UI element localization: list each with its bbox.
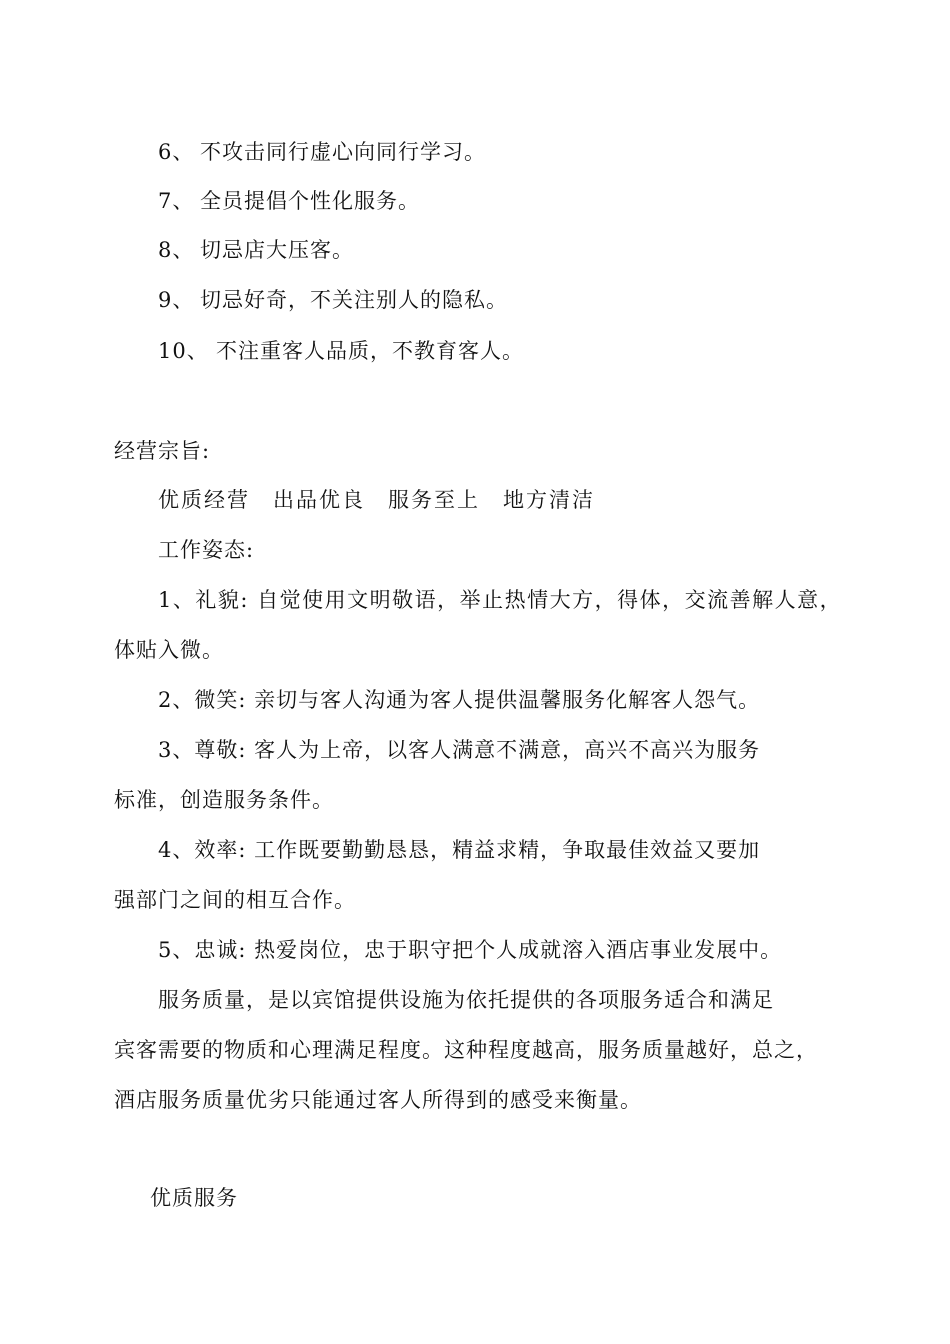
attitude-item-1-line2: 体贴入微。	[114, 638, 224, 662]
section-title: 优质服务	[150, 1186, 238, 1210]
rule-number: 10、	[158, 339, 209, 363]
quality-paragraph-line3: 酒店服务质量优劣只能通过客人所得到的感受来衡量。	[114, 1088, 642, 1112]
rule-number: 9、	[158, 288, 195, 312]
attitude-item-3-line1: 3、尊敬: 客人为上帝，以客人满意不满意，高兴不高兴为服务	[158, 738, 761, 762]
rule-number: 8、	[158, 238, 195, 262]
attitude-heading: 工作姿态:	[158, 538, 255, 562]
rule-text: 不注重客人品质，不教育客人。	[216, 339, 524, 363]
attitude-item-4-line1: 4、效率: 工作既要勤勤恳恳，精益求精，争取最佳效益又要加	[158, 838, 761, 862]
attitude-item-1-line1: 1、礼貌: 自觉使用文明敬语，举止热情大方，得体，交流善解人意，	[158, 588, 843, 612]
attitude-item-4-line2: 强部门之间的相互合作。	[114, 888, 356, 912]
purpose-heading: 经营宗旨:	[114, 439, 211, 463]
attitude-item-3-line2: 标准，创造服务条件。	[114, 788, 334, 812]
rule-number: 7、	[158, 189, 195, 213]
rule-text: 全员提倡个性化服务。	[200, 189, 420, 213]
rule-item-7	[158, 187, 420, 215]
rule-item-8	[158, 236, 354, 264]
purpose-motto: 优质经营 出品优良 服务至上 地方清洁	[158, 488, 595, 512]
rule-text: 不攻击同行虚心向同行学习。	[200, 140, 486, 164]
rule-item-10	[158, 337, 524, 365]
rule-text: 切忌好奇，不关注别人的隐私。	[200, 288, 508, 312]
rule-item-6	[158, 138, 486, 166]
attitude-item-2: 2、微笑: 亲切与客人沟通为客人提供温馨服务化解客人怨气。	[158, 688, 761, 712]
rule-item-9	[158, 286, 508, 314]
rule-number: 6、	[158, 140, 195, 164]
attitude-item-5: 5、忠诚: 热爱岗位，忠于职守把个人成就溶入酒店事业发展中。	[158, 938, 783, 962]
rule-text: 切忌店大压客。	[200, 238, 354, 262]
quality-paragraph-line1: 服务质量，是以宾馆提供设施为依托提供的各项服务适合和满足	[158, 988, 774, 1012]
quality-paragraph-line2: 宾客需要的物质和心理满足程度。这种程度越高，服务质量越好，总之，	[114, 1038, 818, 1062]
